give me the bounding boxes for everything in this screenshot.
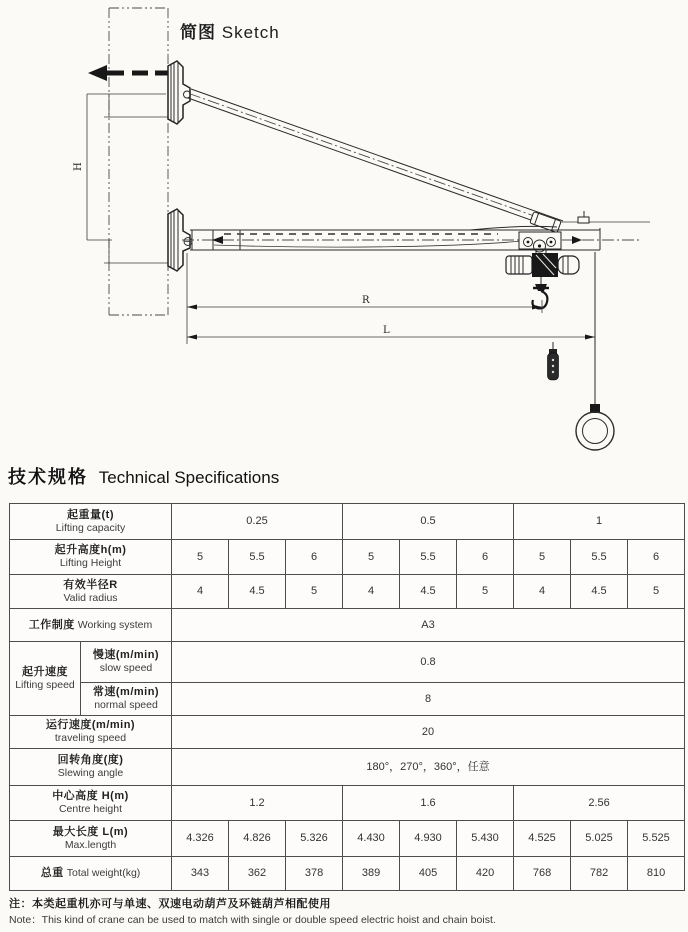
total-weight-value: 768 (514, 857, 571, 891)
dim-R-label: R (362, 295, 370, 306)
max-length-value: 5.025 (571, 821, 628, 857)
total-weight-value: 378 (286, 857, 343, 891)
label-valid-radius: 有效半径R Valid radius (10, 575, 172, 609)
label-lifting-height: 起升高度h(m) Lifting Height (10, 540, 172, 575)
footnote-en: Note：This kind of crane can be used to match with single or double speed electric hoist and chain boist. (9, 914, 496, 926)
label-max-length: 最大长度 L(m) Max.length (10, 821, 172, 857)
anchor-arrow (88, 65, 168, 81)
height-value: 6 (628, 540, 685, 575)
slewing-angle-value: 180°，270°，360°，任意 (172, 749, 685, 786)
row-working-system (10, 609, 685, 642)
max-length-value: 4.525 (514, 821, 571, 857)
slow-speed-value: 0.8 (172, 642, 685, 683)
wall-column (104, 8, 168, 315)
hook (533, 284, 550, 308)
height-value: 5 (172, 540, 229, 575)
section-title-zh: 技术规格 (8, 467, 88, 487)
radius-value: 5 (628, 575, 685, 609)
radius-value: 5 (286, 575, 343, 609)
capacity-value: 0.5 (343, 504, 514, 540)
total-weight-value: 362 (229, 857, 286, 891)
label-total-weight: 总重 Total weight(kg) (10, 857, 172, 891)
label-working-system: 工作制度 Working system (10, 609, 172, 642)
traveling-speed-value: 20 (172, 716, 685, 749)
height-value: 5.5 (229, 540, 286, 575)
dim-L (187, 325, 595, 340)
radius-value: 4.5 (229, 575, 286, 609)
spec-table (9, 503, 685, 891)
label-slow-speed: 慢速(m/min) slow speed (81, 642, 172, 683)
hoist-trolley (519, 232, 561, 252)
total-weight-value: 405 (400, 857, 457, 891)
max-length-value: 5.326 (286, 821, 343, 857)
row-total-weight (10, 857, 685, 891)
max-length-value: 4.826 (229, 821, 286, 857)
boom-left-arrow (212, 236, 223, 244)
total-weight-value: 810 (628, 857, 685, 891)
dim-R (187, 253, 542, 344)
radius-value: 4.5 (400, 575, 457, 609)
sketch-title (180, 18, 280, 43)
dim-H (73, 94, 166, 240)
total-weight-value: 389 (343, 857, 400, 891)
label-lifting-speed: 起升速度 Lifting speed (10, 642, 81, 716)
dim-L-label: L (383, 325, 390, 336)
row-valid-radius (10, 575, 685, 609)
wall-bracket-top (168, 61, 191, 124)
label-traveling-speed: 运行速度(m/min) traveling speed (10, 716, 172, 749)
height-value: 5 (514, 540, 571, 575)
radius-value: 4.5 (571, 575, 628, 609)
row-traveling-speed (10, 716, 685, 749)
capacity-value: 0.25 (172, 504, 343, 540)
pendant-control (548, 342, 559, 380)
spec-table-wrap (9, 503, 685, 891)
max-length-value: 5.430 (457, 821, 514, 857)
height-value: 5.5 (400, 540, 457, 575)
sketch-title-en: Sketch (221, 23, 280, 42)
label-slewing-angle: 回转角度(度) Slewing angle (10, 749, 172, 786)
radius-value: 4 (343, 575, 400, 609)
height-value: 5 (343, 540, 400, 575)
label-normal-speed: 常速(m/min) normal speed (81, 683, 172, 716)
sketch-drawing (0, 0, 688, 460)
section-title (8, 463, 279, 489)
max-length-value: 4.930 (400, 821, 457, 857)
boom-right-arrow (572, 236, 582, 244)
working-system-value: A3 (172, 609, 685, 642)
footnote-zh: 注：本类起重机亦可与单速、双速电动葫芦及环链葫芦相配使用 (9, 898, 331, 910)
dim-H-label: H (73, 162, 84, 171)
radius-value: 4 (172, 575, 229, 609)
boom-end-stop (560, 211, 650, 244)
electric-hoist (506, 249, 579, 284)
sketch-title-zh: 简图 (180, 23, 216, 42)
capacity-value: 1 (514, 504, 685, 540)
row-normal-speed (10, 683, 685, 716)
radius-value: 5 (457, 575, 514, 609)
total-weight-value: 782 (571, 857, 628, 891)
section-title-en: Technical Specifications (98, 468, 280, 487)
centre-height-value: 2.56 (514, 786, 685, 821)
row-centre-height (10, 786, 685, 821)
max-length-value: 4.430 (343, 821, 400, 857)
height-value: 5.5 (571, 540, 628, 575)
footnote (9, 895, 681, 927)
max-length-value: 5.525 (628, 821, 685, 857)
row-slewing-angle (10, 749, 685, 786)
tie-rod (188, 89, 563, 233)
row-lifting-height (10, 540, 685, 575)
radius-value: 4 (514, 575, 571, 609)
centre-height-value: 1.6 (343, 786, 514, 821)
row-slow-speed (10, 642, 685, 683)
pull-ring (576, 252, 614, 450)
max-length-value: 4.326 (172, 821, 229, 857)
height-value: 6 (286, 540, 343, 575)
total-weight-value: 420 (457, 857, 514, 891)
festoon-cable (214, 241, 521, 247)
normal-speed-value: 8 (172, 683, 685, 716)
total-weight-value: 343 (172, 857, 229, 891)
height-value: 6 (457, 540, 514, 575)
centre-height-value: 1.2 (172, 786, 343, 821)
label-lifting-capacity: 起重量(t) Lifting capacity (10, 504, 172, 540)
row-max-length (10, 821, 685, 857)
label-centre-height: 中心高度 H(m) Centre height (10, 786, 172, 821)
row-lifting-capacity (10, 504, 685, 540)
